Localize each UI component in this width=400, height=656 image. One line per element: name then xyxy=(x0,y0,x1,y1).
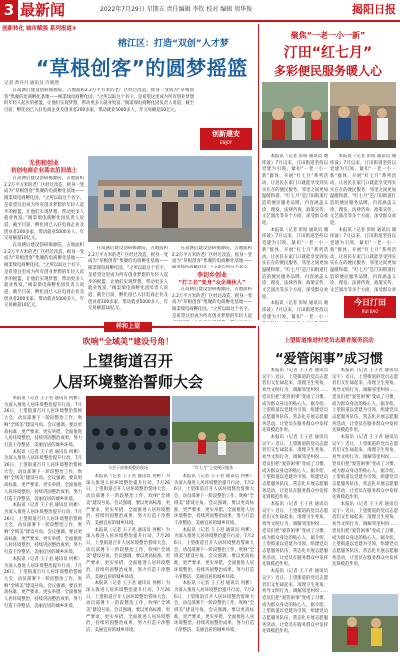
story-d xyxy=(260,334,400,656)
story-b-col1: 本报讯（记者 彭锐 通讯员 谢炜波）7月以来，汀田街道坚持以党建为引领，紧扣“一老一小一新”群体，开展“红七月”系列活动，让居民在家门口就能享受到实实在在的便民服务，邻里之间更加温暖和谐。“红七月”是汀田街道打造的便民服务品牌，内容涵盖义诊、理发、法律咨询、政策宣传、文艺演出等多个方面，深受群众欢迎。 本报讯（记者 彭锐 通讯员 谢炜波）7月以来，汀田街道坚持以党建为引领，紧扣“一老一小一新”群体，开展“红七月”系列活动，让居民在家门口就能享受到实实在在的便民服务，邻里之间更加温暖和谐。“红七月”是汀田街道打造的便民服务品牌，内容涵盖义诊、理发、法律咨询、政策宣传、文艺演出等多个方面，深受群众欢迎。 本报讯（记者 彭锐 通讯员 谢炜波）7月以来，汀田街道坚持以党建为引领，紧扣“一老一小一 xyxy=(262,154,328,320)
story-d-col1: 本报讯（记者 王子君 通讯员 吴宇）近日，上望街道的党员志愿者们又忙碌起来，清理卫生死角、劝导文明行为、调解邻里纠纷……党员们把“爱管闲事”变成了习惯，成为群众身边的贴心人。据介绍，上望街道以党建为引领，组建党员志愿服务队伍，常态化开展志愿服务活动，让党员在服务群众中发挥先锋模范作用。 本报讯（记者 王子君 通讯员 吴宇）近日，上望街道的党员志愿者们又忙碌起来，清理卫生死角、劝导文明行为、调解邻里纠纷……党员们把“爱管闲事”变成了习惯，成为群众身边的贴心人。据介绍，上望街道以党建为引领，组建党员志愿服务队伍，常态化开展志愿服务活动，让党员在服务群众中发挥先锋模范作用。 本报讯（记者 王子君 通讯员 吴宇）近日，上望街道的党员志愿者们又忙碌起来，清理卫生死角、劝导文明行为、调解邻里纠纷……党员们把“爱管闲事”变成了习惯，成为群众身边的贴心人。据介绍，上望街道以党建为引领，组建党员志愿服务队伍，常态化开展志愿服务活动，让党员在服务群众中发挥先锋模范作用。 本报讯（记者 王子君 通讯员 吴宇）近日，上望街道的党员志愿者们又忙碌起来，清理卫生死角、劝导文明行为、调解邻里纠纷……党员们把“爱管闲事”变成了习惯，成为群众身边的贴心人。据介绍，上望街道以党建为引领，组建党员志愿服务队伍，常态化开展志愿服务活动，让党员在服务群众中发挥先锋模范作用。 xyxy=(262,368,328,635)
photo-caption-2: “红七月”上望便民服务 xyxy=(192,465,234,470)
story-d-title: “爱管闲事”成习惯 xyxy=(274,352,384,367)
story-b-title-1: 汀田“红七月” xyxy=(283,45,373,61)
story-c-col2: 本报讯（记者 王子君 通讯员 何彬）为深入推进人居环境整治提升行动，7月26日，上望街道召开人居环境整治誓师大会，动员部署下一阶段整治工作，吹响“全域美”建设号角。会议强调，要以更高标准、更严要求、更实举措，全面推进人居环境整治，持续巩固整治成果，努力打造干净整洁、美丽宜居的城乡环境。 本报讯（记者 王子君 通讯员 何彬）为深入推进人居环境整治提升行动，7月26日，上望街道召开人居环境整治誓师大会，动员部署下一阶段整治工作，吹响“全域美”建设号角。会议强调，要以更高标准、更严要求、更实举措，全面推进人居环境整治，持续巩固整治成果，努力打造干净整洁、美丽宜居的城乡环境。 本报讯（记者 王子君 通讯员 何彬）为深入推进人居环境整治提升行动，7月26日，上望街道召开人居环境整治誓师大会，动员部署下一阶段整治工作，吹响“全域美”建设号角。会议强调，要以更高标准、更严要求、更实举措，全面推进人居环境整治，持续巩固整治成果，努力打造干净整洁、美丽宜居的城乡环境。 xyxy=(86,474,170,634)
story-c-col3: 本报讯（记者 王子君 通讯员 何彬）为深入推进人居环境整治提升行动，7月26日，上望街道召开人居环境整治誓师大会，动员部署下一阶段整治工作，吹响“全域美”建设号角。会议强调，要以更高标准、更严要求、更实举措，全面推进人居环境整治，持续巩固整治成果，努力打造干净整洁、美丽宜居的城乡环境。 本报讯（记者 王子君 通讯员 何彬）为深入推进人居环境整治提升行动，7月26日，上望街道召开人居环境整治誓师大会，动员部署下一阶段整治工作，吹响“全域美”建设号角。会议强调，要以更高标准、更严要求、更实举措，全面推进人居环境整治，持续巩固整治成果，努力打造干净整洁、美丽宜居的城乡环境。 本报讯（记者 王子君 通讯员 何彬）为深入推进人居环境整治提升行动，7月26日，上望街道召开人居环境整治誓师大会，动员部署下一阶段整治工作，吹响“全域美”建设号角。会议强调，要以更高标准、更严要求、更实举措，全面推进人居环境整治，持续巩固整治成果，努力打造干净整洁、美丽宜居的城乡环境。 xyxy=(174,474,254,634)
masthead-logo: 揭阳日报 xyxy=(352,3,396,16)
story-c-body: 本报讯（记者 王子君 通讯员 何彬）为深入推进人居环境整治提升行动，7月26日，上望街道召开人居环境整治誓师大会，动员部署下一阶段整治工作，吹响“全域美”建设号角。会议强调，要以更高标准、更严要求、更实举措，全面推进人居环境整治，持续巩固整治成果，努力打造干净整洁、美丽宜居的城乡环境。 xyxy=(4,396,82,448)
badge-sub: RUI BAO xyxy=(361,309,379,314)
story-c-col1: 本报讯（记者 王子君 通讯员 何彬）为深入推进人居环境整治提升行动，7月26日，上望街道召开人居环境整治誓师大会，动员部署下一阶段整治工作，吹响“全域美”建设号角。会议强调，要以更高标准、更严要求、更实举措，全面推进人居环境整治，持续巩固整治成果，努力打造干净整洁、美丽宜居的城乡环境。 本报讯（记者 王子君 通讯员 何彬）为深入推进人居环境整治提升行动，7月26日，上望街道召开人居环境整治誓师大会，动员部署下一阶段整治工作，吹响“全域美”建设号角。会议强调，要以更高标准、更严要求、更实举措，全面推进人居环境整治，持续巩固整治成果，努力打造干净整洁、美丽宜居的城乡环境。 本报讯（记者 王子君 通讯员 何彬）为深入推进人居环境整治提升行动，7月26日，上望街道召开人居环境整治誓师大会，动员部署下一阶段整治工作，吹响“全域美”建设号角。会议强调，要以更高标准、更严要求、更实举措，全面推进人居环境整治，持续巩固整治成果，努力打造干净整洁、美丽宜居的城乡环境。 本报讯（记者 王子君 通讯员 何彬）为深入推进人居环境整治提升行动，7月26日，上望街道召开人居环境整治誓师大会，动员部署下一阶段整治工作，吹响“全域美”建设号角。会议强调，要以更高标准、更严要求、更实举措，全面推进人居环境整治，持续巩固整治成果，努力打造干净整洁、美丽宜居的城乡环境。 xyxy=(4,396,82,609)
story-d-photo xyxy=(332,594,398,652)
page-number: 3 xyxy=(0,0,18,20)
story-b-kicker: 聚焦“一老一小一新” xyxy=(290,31,366,40)
volunteers-photo xyxy=(262,82,328,148)
story-c-title-2: 人居环境整治誓师大会 xyxy=(52,373,203,391)
story-b xyxy=(260,24,400,324)
story-d-body: 本报讯（记者 王子君 通讯员 吴宇）近日，上望街道的党员志愿者们又忙碌起来，清理卫生死角、劝导文明行为、调解邻里纠纷……党员们把“爱管闲事”变成了习惯，成为群众身边的贴心人。据介绍，上望街道以党建为引领，组建党员志愿服务队伍，常态化开展志愿服务活动，让党员在服务群众中发挥先锋模范作用。 xyxy=(262,368,328,434)
story-a-badge xyxy=(200,128,252,150)
meeting-photo xyxy=(86,396,170,464)
header-meta: 2022年7月29日 星期五 责任编辑 李钦 校对 编辑 周华俊 xyxy=(100,6,253,13)
page-header xyxy=(0,0,400,20)
sub-heading-2: 初创电商企业蓝衣茁回战土 xyxy=(10,168,77,174)
story-a-photo xyxy=(88,156,252,242)
badge-label: 创新建安 xyxy=(212,130,240,138)
badge-label: 今日汀田 xyxy=(354,298,386,307)
street-photo xyxy=(172,396,254,464)
volunteer-cleanup-photo xyxy=(332,594,398,652)
story-b-title-2: 多彩便民服务暖人心 xyxy=(273,64,382,78)
story-c xyxy=(0,334,256,656)
story-b-badge xyxy=(344,296,396,318)
story-d-col2: 本报讯（记者 王子君 通讯员 吴宇）近日，上望街道的党员志愿者们又忙碌起来，清理卫生死角、劝导文明行为、调解邻里纠纷……党员们把“爱管闲事”变成了习惯，成为群众身边的贴心人。据介绍，上望街道以党建为引领，组建党员志愿服务队伍，常态化开展志愿服务活动，让党员在服务群众中发挥先锋模范作用。 本报讯（记者 王子君 通讯员 吴宇）近日，上望街道的党员志愿者们又忙碌起来，清理卫生死角、劝导文明行为、调解邻里纠纷……党员们把“爱管闲事”变成了习惯，成为群众身边的贴心人。据介绍，上望街道以党建为引领，组建党员志愿服务队伍，常态化开展志愿服务活动，让党员在服务群众中发挥先锋模范作用。 本报讯（记者 王子君 通讯员 吴宇）近日，上望街道的党员志愿者们又忙碌起来，清理卫生死角、劝导文明行为、调解邻里纠纷……党员们把“爱管闲事”变成了习惯，成为群众身边的贴心人。据介绍，上望街道以党建为引领，组建党员志愿服务队伍，常态化开展志愿服务活动，让党员在服务群众中发挥先锋模范作用。 xyxy=(332,368,398,568)
story-d-kicker: 上望街道推进村党员志愿者服务活动 xyxy=(284,338,374,344)
strip-label: 样和上望 xyxy=(104,322,152,332)
story-a-body: 在高测后建设创研揭源院，占地面积2.2万平方米的老厂区经过改造，摇身一变成为“草根创客”集聚的电商孵化基地——揭渠瑞电商孵化园。“之所以取这个名字，是希望这里成为所有创业梦想的年轻人起步的摇篮，让他们实现梦想，带动更多人就业致富。”揭渠瑞电商孵化园负责人说道，截至目前，孵化园已入驻电商企业及创业者200多家，带动就业5000多人，年交易额超10亿元。 xyxy=(4,88,194,114)
header-rule xyxy=(0,20,400,22)
column-divider-2 xyxy=(258,326,259,652)
story-b-photo xyxy=(262,82,328,148)
story-b-photo-2 xyxy=(330,82,396,148)
story-a-col2: 在高测后建设创研揭源院，占地面积2.2万平方米的老厂区经过改造，摇身一变成为“草根创客”集聚的电商孵化基地——揭渠瑞电商孵化园。“之所以取这个名字，是希望这里成为所有创业梦想的年轻人起步的摇篮，让他们实现梦想，带动更多人就业致富。”揭渠瑞电商孵化园负责人说道，截至目前，孵化园已入驻电商企业及创业者200多家，带动就业5000多人，年交易额超10亿元。 xyxy=(88,246,168,312)
story-a-col1: 在高测后建设创研揭源院，占地面积2.2万平方米的老厂区经过改造，摇身一变成为“草根创客”集聚的电商孵化基地——揭渠瑞电商孵化园。“之所以取这个名字，是希望这里成为所有创业梦想的年轻人起步的摇篮，让他们实现梦想，带动更多人就业致富。”揭渠瑞电商孵化园负责人说道，截至目前，孵化园已入驻电商企业及创业者200多家，带动就业5000多人，年交易额超10亿元。 在高测后建设创研揭源院，占地面积2.2万平方米的老厂区经过改造，摇身一变成为“草根创客”集聚的电商孵化基地——揭渠瑞电商孵化园。“之所以取这个名字，是希望这里成为所有创业梦想的年轻人起步的摇篮，让他们实现梦想，带动更多人就业致富。”揭渠瑞电商孵化园负责人说道，截至目前，孵化园已入驻电商企业及创业者200多家，带动就业5000多人，年交易额超10亿元。 xyxy=(4,176,84,309)
story-a-title: “草根创客”的圆梦摇篮 xyxy=(36,56,248,80)
story-c-photo-1 xyxy=(86,396,170,464)
event-photo xyxy=(330,82,396,148)
story-c-photo-2 xyxy=(172,396,254,464)
badge-sub: ENJOY xyxy=(219,140,233,145)
section-title: 最新闻 xyxy=(20,1,66,19)
story-a-subtitle: 榕江区：打造“双创”人才梦 xyxy=(118,39,229,49)
photo-caption-1: 与会干部参观整治现场 xyxy=(108,465,148,470)
story-a-col3: 在高测后建设创研揭源院，占地面积2.2万平方米的老厂区经过改造，摇身一变成为“草根创客”集聚的电商孵化基地—— xyxy=(172,246,252,265)
sub-heading-4: “打工名”变身“众企商伙人” xyxy=(178,280,246,286)
sub-heading-3: 李切乡创业 xyxy=(196,272,227,279)
story-c-title-1: 上望街道召开 xyxy=(82,352,173,370)
story-a-col3b: 在高测后建设创研揭源院，占地面积2.2万平方米的老厂区经过改造，摇身一变成为“草根创客”集聚的电商孵化基地——揭渠瑞电商孵化园。“之所以取这个名字，是希望这里成为所有创业梦想的年轻人起 xyxy=(172,287,252,319)
column-divider xyxy=(258,24,259,320)
sub-heading-1: 无伤和创业 xyxy=(28,160,59,167)
series-tag: 创新转化 城市赋强 系列报道③ xyxy=(2,26,77,32)
story-b-col2: 本报讯（记者 彭锐 通讯员 谢炜波）7月以来，汀田街道坚持以党建为引领，紧扣“一老一小一新”群体，开展“红七月”系列活动，让居民在家门口就能享受到实实在在的便民服务，邻里之间更加温暖和谐。“红七月”是汀田街道打造的便民服务品牌，内容涵盖义诊、理发、法律咨询、政策宣传、文艺演出等多个方面，深受群众欢迎。 本报讯（记者 彭锐 通讯员 谢炜波）7月以来，汀田街道坚持以党建为引领，紧扣“一老一小一新”群体，开展“红七月”系列活动，让居民在家门口就能享受到实实在在的便民服务，邻里之间更加温暖和谐。“红七月”是汀田街道打造的便民服务品牌，内容涵盖义诊、理发、法律咨询、政策宣传、文艺演出等多个方面，深受群众欢 xyxy=(330,154,396,294)
story-a xyxy=(0,24,256,324)
byline: 记者 黄丹丹 通讯员 许晓然 xyxy=(4,81,59,86)
story-b-body: 本报讯（记者 彭锐 通讯员 谢炜波）7月以来，汀田街道坚持以党建为引领，紧扣“一老一小一新”群体，开展“红七月”系列活动，让居民在家门口就能享受到实实在在的便民服务，邻里之间更加温暖和谐。“红七月”是汀田街道打造的便民服务品牌，内容涵盖义诊、理发、法律咨询、政策宣传、文艺演出等多个方面，深受群众欢迎。 xyxy=(262,154,328,227)
story-c-kicker: 吹响“全域美”建设号角！ xyxy=(82,337,174,346)
section-strip xyxy=(0,322,256,332)
story-a-lead xyxy=(4,88,194,150)
building-photo xyxy=(88,156,252,242)
